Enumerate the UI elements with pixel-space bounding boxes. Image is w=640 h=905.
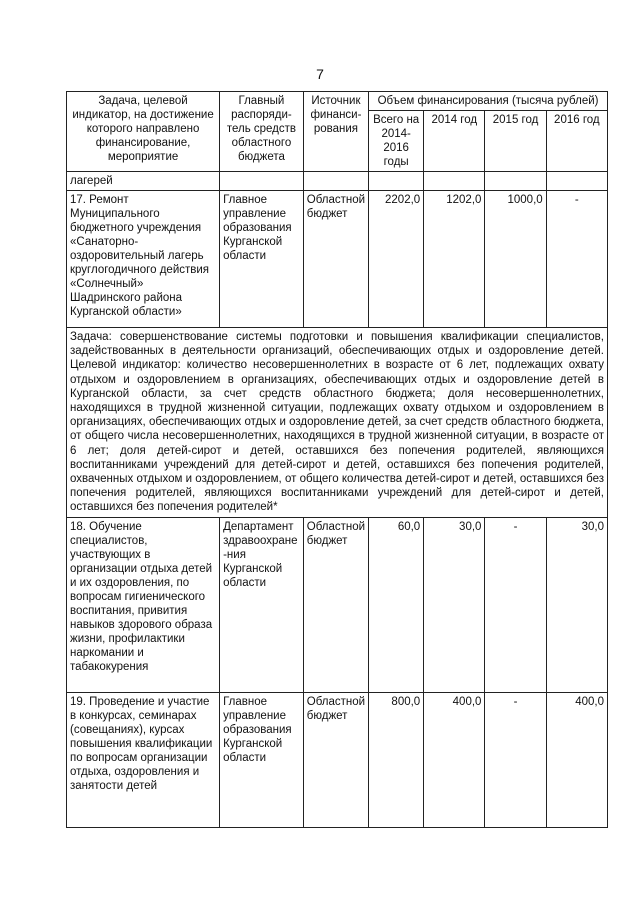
table-row bbox=[67, 692, 608, 827]
row-source-cell: Областной бюджет bbox=[303, 517, 368, 692]
header-row-1 bbox=[67, 92, 608, 111]
row-2014-cell: 400,0 bbox=[424, 692, 485, 827]
row-total-cell: 60,0 bbox=[369, 517, 424, 692]
row-task-cell: 19. Проведение и участие в конкурсах, семинарах (совещаниях), курсах повышения квалификации по вопросам организации отдыха, оздоровления и занятости детей bbox=[67, 692, 220, 827]
row-total-cell: 800,0 bbox=[369, 692, 424, 827]
row-2015-cell: - bbox=[485, 692, 546, 827]
page-number: 7 bbox=[316, 66, 324, 82]
table-row bbox=[67, 517, 608, 692]
row-2016-cell: 400,0 bbox=[546, 692, 607, 827]
row-source-cell: Областной бюджет bbox=[303, 191, 368, 328]
row-2015-cell: - bbox=[485, 517, 546, 692]
table-row-continuation bbox=[67, 172, 608, 191]
row-2014-cell: 1202,0 bbox=[424, 191, 485, 328]
row-total-cell: 2202,0 bbox=[369, 191, 424, 328]
header-total: Всего на 2014-2016 годы bbox=[369, 111, 424, 172]
row-2016-cell: 30,0 bbox=[546, 517, 607, 692]
row-task-cell: 17. Ремонт Муниципального бюджетного учреждения «Санаторно-оздоровительный лагерь круглогодичного действия «Солнечный» Шадринского района Курганской области» bbox=[67, 191, 220, 328]
row-admin-cell: Департамент здравоохране-ния Курганской области bbox=[220, 517, 304, 692]
header-2014: 2014 год bbox=[424, 111, 485, 172]
task-section-row bbox=[67, 328, 608, 518]
header-source: Источник финанси-рования bbox=[303, 92, 368, 172]
row-admin-cell: Главное управление образования Курганской области bbox=[220, 191, 304, 328]
header-2016: 2016 год bbox=[546, 111, 607, 172]
task-section-text: Задача: совершенствование системы подготовки и повышения квалификации специалистов, задействованных в деятельности организаций, обеспечивающих отдых и оздоровление детей. Целевой индикатор: количество несовершеннолетних в возрасте от 6 лет, подлежащих охвату отдыхом и оздоровлением в организациях, обеспечивающих отдых и оздоровление детей в Курганской области, за счет средств областного бюджета; доля несовершеннолетних, находящихся в трудной жизненной ситуации, подлежащих охвату отдыхом и оздоровлением в организациях, обеспечивающих отдых и оздоровление детей, за счет средств областного бюджета, от общего числа несовершеннолетних, находящихся в трудной жизненной ситуации, в возрасте от 6 лет; доля детей-сирот и детей, оставшихся без попечения родителей, являющихся воспитанниками учреждений для детей-сирот и детей, оставшихся без попечения родителей, охваченных отдыхом и оздоровлением, от общего количества детей-сирот и детей, оставшихся без попечения родителей, являющихся воспитанниками учреждений для детей-сирот и детей, оставшихся без попечения родителей* bbox=[67, 328, 608, 518]
row-2016-cell: - bbox=[546, 191, 607, 328]
row-source-cell: Областной бюджет bbox=[303, 692, 368, 827]
row-task-cell: 18. Обучение специалистов, участвующих в организации отдыха детей и их оздоровления, по вопросам гигиенического воспитания, привития навыков здорового образа жизни, профилактики наркомании и табакокурения bbox=[67, 517, 220, 692]
row-2014-cell: 30,0 bbox=[424, 517, 485, 692]
header-2015: 2015 год bbox=[485, 111, 546, 172]
header-task: Задача, целевой индикатор, на достижение которого направлено финансирование, мероприятие bbox=[67, 92, 220, 172]
row-2015-cell: 1000,0 bbox=[485, 191, 546, 328]
row-admin-cell: Главное управление образования Курганской области bbox=[220, 692, 304, 827]
table-row bbox=[67, 191, 608, 328]
header-volume: Объем финансирования (тысяча рублей) bbox=[369, 92, 608, 111]
header-admin: Главный распоряди-тель средств областного бюджета bbox=[220, 92, 304, 172]
continuation-cell: лагерей bbox=[67, 172, 220, 191]
financing-table bbox=[66, 91, 608, 828]
